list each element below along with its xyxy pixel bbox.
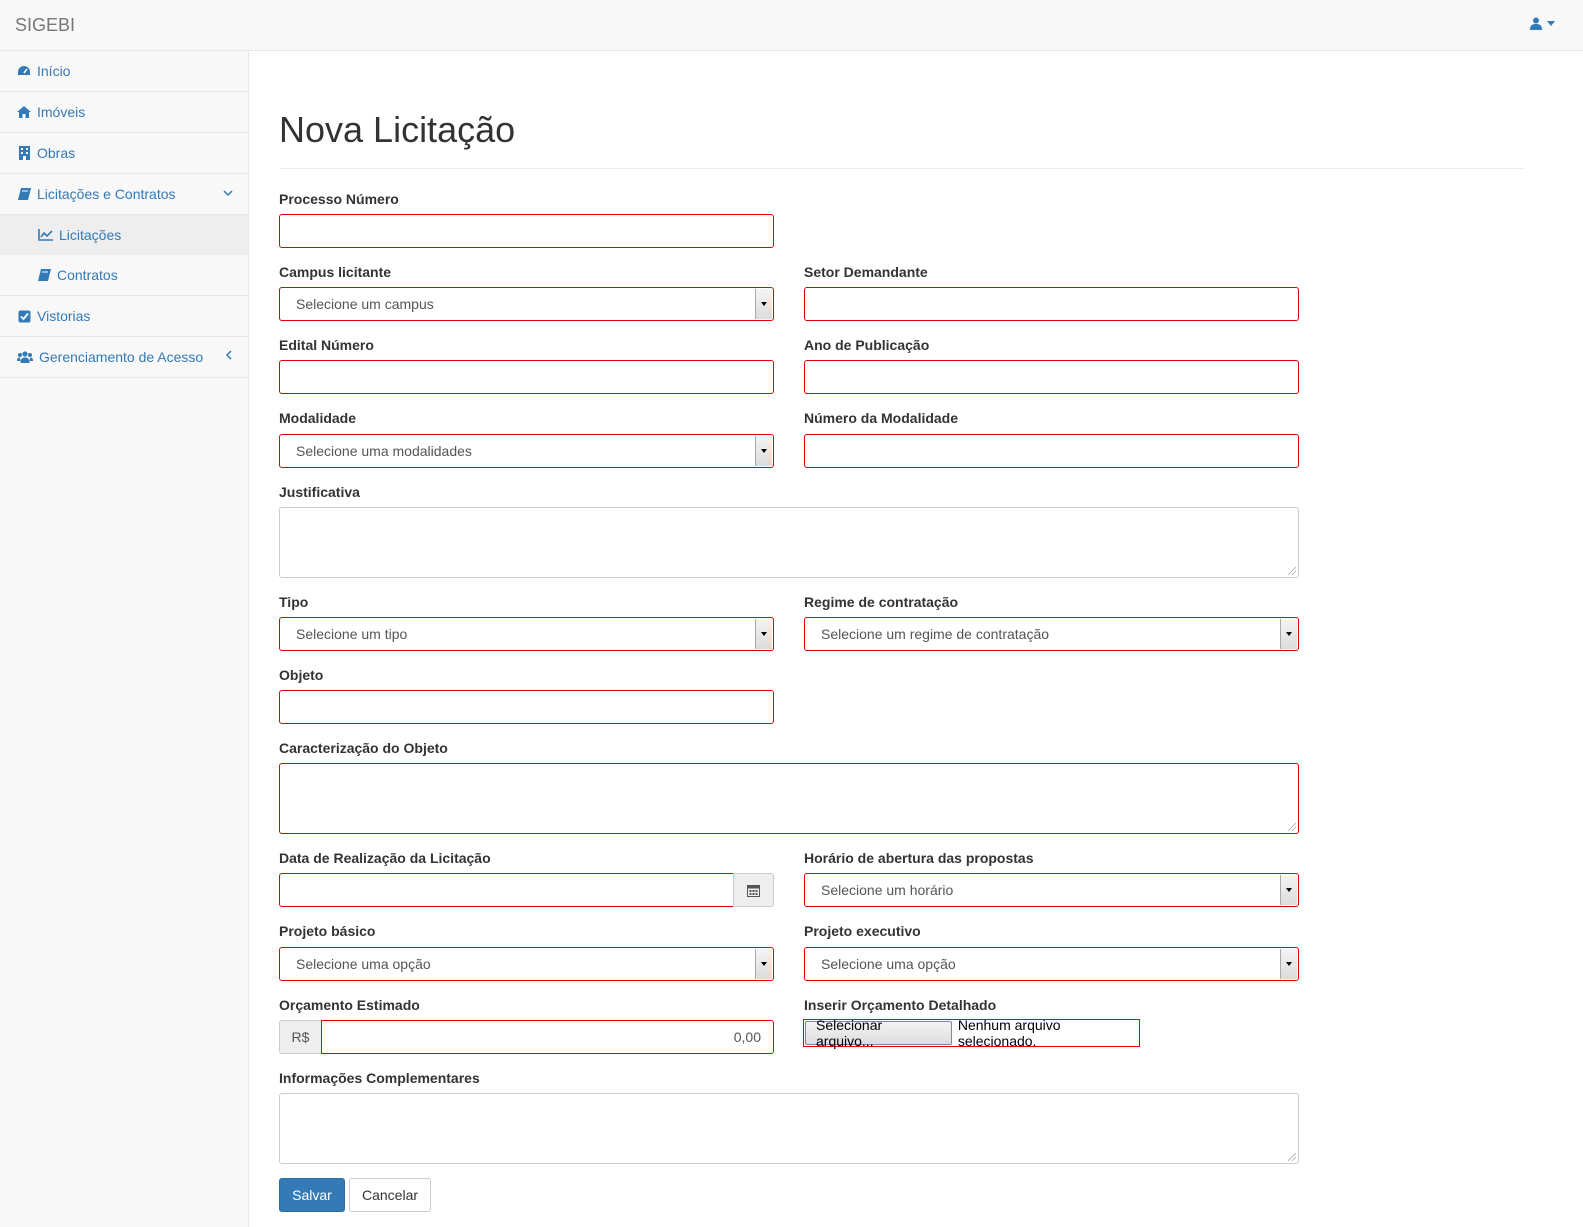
chevron-down-icon	[223, 186, 233, 200]
dropdown-arrow-icon	[755, 949, 772, 979]
campus-licitante-label: Campus licitante	[279, 264, 392, 280]
chevron-left-icon	[225, 349, 233, 363]
regime-contratacao-select[interactable]	[804, 617, 1299, 651]
calendar-icon	[747, 884, 760, 897]
ano-publicacao-input[interactable]	[804, 360, 1299, 394]
projeto-basico-label: Projeto básico	[279, 923, 376, 939]
sidebar-item-licitacoes-contratos[interactable]	[0, 174, 248, 215]
sidebar-subitem-contratos[interactable]	[0, 255, 248, 295]
orcamento-estimado-value: 0,00	[733, 1029, 761, 1045]
campus-licitante-selected: Selecione um campus	[296, 296, 434, 312]
user-icon	[1530, 17, 1542, 30]
orcamento-estimado-input[interactable]	[321, 1020, 774, 1054]
tipo-label: Tipo	[279, 594, 309, 610]
caracterizacao-objeto-label: Caracterização do Objeto	[279, 740, 448, 756]
projeto-executivo-selected: Selecione uma opção	[821, 956, 956, 972]
sidebar-item-label: Gerenciamento de Acesso	[39, 349, 204, 365]
save-button[interactable]: Salvar	[279, 1178, 345, 1212]
book-icon	[38, 269, 51, 281]
regime-contratacao-selected: Selecione um regime de contratação	[821, 626, 1050, 642]
data-realizacao-input[interactable]	[279, 873, 734, 907]
tipo-selected: Selecione um tipo	[296, 626, 408, 642]
horario-abertura-selected: Selecione um horário	[821, 882, 954, 898]
top-navbar	[0, 0, 1583, 51]
check-square-icon	[17, 309, 31, 323]
caracterizacao-objeto-textarea[interactable]	[279, 763, 1299, 834]
projeto-basico-selected: Selecione uma opção	[296, 956, 431, 972]
orcamento-estimado-label: Orçamento Estimado	[279, 997, 420, 1013]
sidebar-item-vistorias[interactable]	[0, 296, 248, 337]
sidebar-item-gerenciamento-acesso[interactable]	[0, 337, 248, 378]
edital-numero-label: Edital Número	[279, 337, 374, 353]
justificativa-label: Justificativa	[279, 484, 360, 500]
horario-abertura-label: Horário de abertura das propostas	[804, 850, 1034, 866]
numero-modalidade-input[interactable]	[804, 434, 1299, 468]
sidebar	[0, 51, 249, 1227]
edital-numero-input[interactable]	[279, 360, 774, 394]
sidebar-item-imoveis[interactable]	[0, 92, 248, 133]
brand-logo[interactable]: SIGEBI	[15, 15, 76, 35]
building-icon	[17, 146, 31, 160]
resize-handle[interactable]	[1288, 1153, 1296, 1161]
page-title: Nova Licitação	[279, 109, 516, 150]
numero-modalidade-label: Número da Modalidade	[804, 410, 959, 426]
projeto-basico-select[interactable]	[279, 947, 774, 981]
chevron-down-icon	[1547, 21, 1555, 26]
dropdown-arrow-icon	[755, 619, 772, 649]
dropdown-arrow-icon	[1280, 949, 1297, 979]
setor-demandante-label: Setor Demandante	[804, 264, 928, 280]
modalidade-selected: Selecione uma modalidades	[296, 443, 472, 459]
orcamento-detalhado-label: Inserir Orçamento Detalhado	[804, 997, 997, 1013]
objeto-input[interactable]	[279, 690, 774, 724]
sidebar-item-label: Obras	[37, 145, 76, 161]
dropdown-arrow-icon	[755, 436, 772, 466]
campus-licitante-select[interactable]	[279, 287, 774, 321]
projeto-executivo-label: Projeto executivo	[804, 923, 921, 939]
informacoes-complementares-label: Informações Complementares	[279, 1070, 480, 1086]
currency-prefix: R$	[279, 1020, 322, 1054]
orcamento-detalhado-file-input[interactable]	[803, 1019, 1140, 1047]
horario-abertura-select[interactable]	[804, 873, 1299, 907]
select-file-button[interactable]: Selecionar arquivo...	[805, 1021, 952, 1045]
resize-handle[interactable]	[1288, 567, 1296, 575]
tipo-select[interactable]	[279, 617, 774, 651]
book-icon	[17, 187, 31, 201]
sidebar-item-label: Licitações e Contratos	[37, 186, 176, 202]
sidebar-subitem-label: Contratos	[57, 267, 118, 283]
home-icon	[17, 105, 31, 119]
ano-publicacao-label: Ano de Publicação	[804, 337, 930, 353]
processo-numero-input[interactable]	[279, 214, 774, 248]
setor-demandante-input[interactable]	[804, 287, 1299, 321]
projeto-executivo-select[interactable]	[804, 947, 1299, 981]
sidebar-item-inicio[interactable]	[0, 51, 248, 92]
users-icon	[17, 350, 33, 364]
sidebar-item-label: Imóveis	[37, 104, 86, 120]
justificativa-textarea[interactable]	[279, 507, 1299, 578]
objeto-label: Objeto	[279, 667, 324, 683]
dropdown-arrow-icon	[1280, 875, 1297, 905]
sidebar-subitem-label: Licitações	[59, 227, 122, 243]
dropdown-arrow-icon	[755, 289, 772, 319]
informacoes-complementares-textarea[interactable]	[279, 1093, 1299, 1164]
cancel-button[interactable]: Cancelar	[349, 1178, 431, 1212]
calendar-button[interactable]	[733, 873, 774, 907]
modalidade-label: Modalidade	[279, 410, 357, 426]
dropdown-arrow-icon	[1280, 619, 1297, 649]
processo-numero-label: Processo Número	[279, 191, 399, 207]
user-menu[interactable]	[1530, 17, 1555, 30]
sidebar-item-label: Início	[37, 63, 71, 79]
sidebar-item-obras[interactable]	[0, 133, 248, 174]
sidebar-subitem-licitacoes[interactable]	[0, 215, 248, 255]
file-status-text: Nenhum arquivo selecionado.	[957, 1017, 1061, 1049]
resize-handle[interactable]	[1288, 823, 1296, 831]
title-divider	[279, 168, 1525, 169]
sidebar-submenu	[0, 215, 248, 296]
regime-contratacao-label: Regime de contratação	[804, 594, 959, 610]
data-realizacao-label: Data de Realização da Licitação	[279, 850, 491, 866]
modalidade-select[interactable]	[279, 434, 774, 468]
dashboard-icon	[17, 64, 31, 78]
line-chart-icon	[38, 229, 53, 241]
sidebar-item-label: Vistorias	[37, 308, 91, 324]
